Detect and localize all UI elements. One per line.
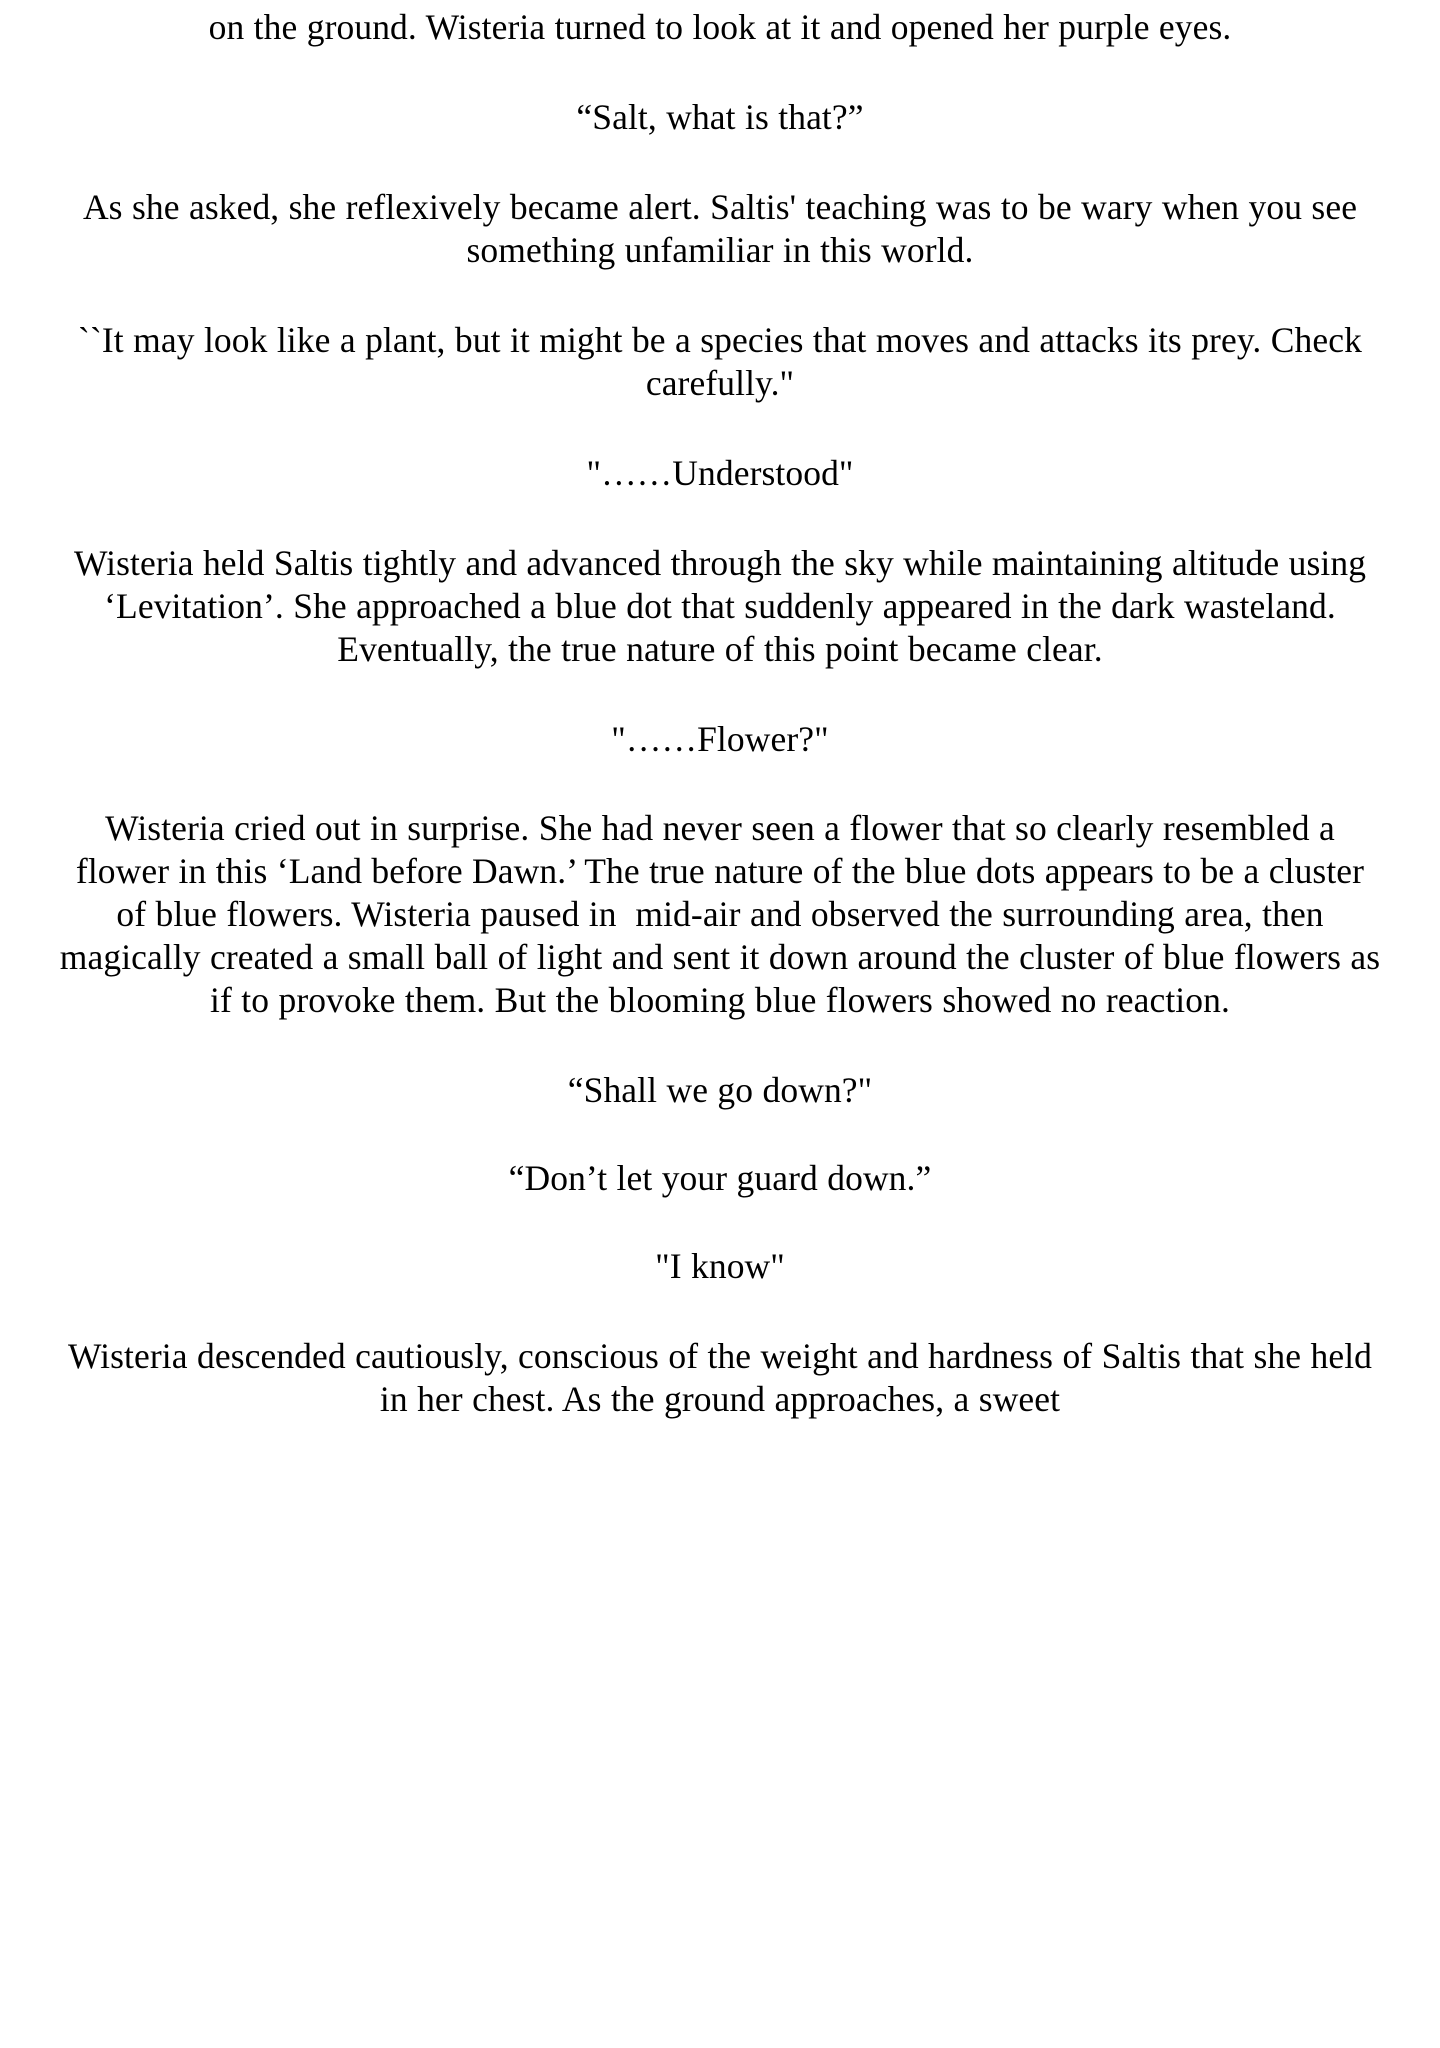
paragraph-gap (58, 671, 1382, 718)
paragraph-narration-blue-flowers-cluster: Wisteria cried out in surprise. She had never seen a flower that so clearly resembled a flower in this ‘Land before Dawn.’ The true nature of the blue dots appears to be a cluster of blue flowers. Wisteria paused in mid-air and observed the surrounding area, then magically created a small ball of light and sent it down around the cluster of blue flowers as if to provoke them. But the blooming blue flowers showed no reaction. (59, 808, 1390, 1021)
paragraph-narration-descended-cautiously: Wisteria descended cautiously, conscious of the weight and hardness of Saltis that she held in her chest. As the ground approaches, a sweet (67, 1336, 1382, 1420)
paragraph-dialogue-salt-what-is-that: “Salt, what is that?” (576, 96, 864, 137)
paragraph-gap (58, 405, 1382, 452)
paragraph-dialogue-i-know: "I know" (655, 1246, 785, 1287)
paragraph-narration-reflexively-alert: As she asked, she reflexively became alert. Saltis' teaching was to be wary when you see something unfamiliar in this world. (82, 186, 1367, 270)
paragraph-gap (58, 272, 1382, 319)
paragraph-gap (58, 495, 1382, 542)
paragraph-dialogue-shall-we-go-down: “Shall we go down?" (567, 1070, 873, 1111)
paragraph-gap (58, 1022, 1382, 1069)
paragraph-gap (58, 1112, 1382, 1157)
story-text-body (58, 0, 1390, 1421)
paragraph-dialogue-dont-let-your-guard-down: “Don’t let your guard down.” (508, 1158, 932, 1199)
paragraph-dialogue-understood: "……Understood" (586, 452, 854, 493)
paragraph-dialogue-may-look-like-a-plant: ``It may look like a plant, but it might be a species that moves and attacks its prey. Check carefully." (78, 319, 1372, 403)
paragraph-opening-continuation: on the ground. Wisteria turned to look at it and opened her purple eyes. (208, 7, 1232, 47)
paragraph-gap (58, 49, 1382, 96)
paragraph-narration-levitation-approach: Wisteria held Saltis tightly and advanced through the sky while maintaining altitude using ‘Levitation’. She approached a blue dot that suddenly appeared in the dark wasteland. Eventually, the true nature of this point became clear. (73, 542, 1376, 669)
paragraph-gap (58, 1200, 1382, 1245)
paragraph-gap (58, 139, 1382, 186)
paragraph-gap (58, 760, 1382, 807)
paragraph-dialogue-flower: "……Flower?" (611, 718, 829, 759)
paragraph-gap (58, 1288, 1382, 1335)
